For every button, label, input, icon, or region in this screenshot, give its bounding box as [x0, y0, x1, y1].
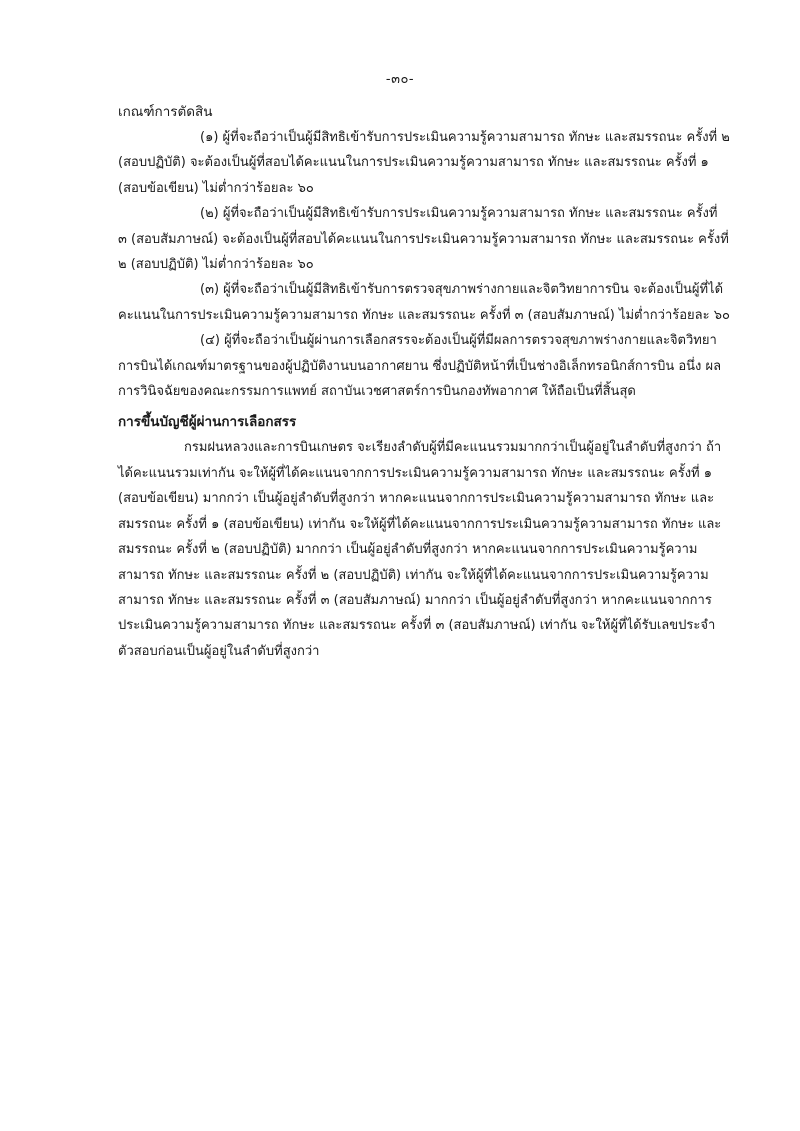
- document-content: [118, 100, 730, 664]
- ranking-body: กรมฝนหลวงและการบินเกษตร จะเรียงลำดับผู้ที่มีคะแนนรวมมากกว่าเป็นผู้อยู่ในลำดับที่สูงกว่า ถ้าได้คะแนนรวมเท่ากัน จะให้ผู้ที่ได้คะแนนจากการประเมินความรู้ความสามารถ ทักษะ และสมรรถนะ ครั้งที่ ๑ (สอบข้อเขียน) มากกว่า เป็นผู้อยู่ลำดับที่สูงกว่า หากคะแนนจากการประเมินความรู้ความสามารถ ทักษะ และสมรรถนะ ครั้งที่ ๑ (สอบข้อเขียน) เท่ากัน จะให้ผู้ที่ได้คะแนนจากการประเมินความรู้ความสามารถ ทักษะ และสมรรถนะ ครั้งที่ ๒ (สอบปฏิบัติ) มากกว่า เป็นผู้อยู่ลำดับที่สูงกว่า หากคะแนนจากการประเมินความรู้ความสามารถ ทักษะ และสมรรถนะ ครั้งที่ ๒ (สอบปฏิบัติ) เท่ากัน จะให้ผู้ที่ได้คะแนนจากการประเมินความรู้ความสามารถ ทักษะ และสมรรถนะ ครั้งที่ ๓ (สอบสัมภาษณ์) มากกว่า เป็นผู้อยู่ลำดับที่สูงกว่า หากคะแนนจากการประเมินความรู้ความสามารถ ทักษะ และสมรรถนะ ครั้งที่ ๓ (สอบสัมภาษณ์) เท่ากัน จะให้ผู้ที่ได้รับเลขประจำตัวสอบก่อนเป็นผู้อยู่ในลำดับที่สูงกว่า: [118, 440, 722, 659]
- criteria-item-2: (๒) ผู้ที่จะถือว่าเป็นผู้มีสิทธิเข้ารับการประเมินความรู้ความสามารถ ทักษะ และสมรรถนะ ครั้งที่ ๓ (สอบสัมภาษณ์) จะต้องเป็นผู้ที่สอบได้คะแนนในการประเมินความรู้ความสามารถ ทักษะ และสมรรถนะ ครั้งที่ ๒ (สอบปฏิบัติ) ไม่ต่ำกว่าร้อยละ ๖๐: [118, 206, 729, 273]
- criteria-item-4: (๔) ผู้ที่จะถือว่าเป็นผู้ผ่านการเลือกสรรจะต้องเป็นผู้ที่มีผลการตรวจสุขภาพร่างกายและจิตวิทยาการบินได้เกณฑ์มาตรฐานของผู้ปฏิบัติงานบนอากาศยาน ซึ่งปฏิบัติหน้าที่เป็นช่างอิเล็กทรอนิกส์การบิน อนึ่ง ผลการวินิจฉัยของคณะกรรมการแพทย์ สถาบันเวชศาสตร์การบินกองทัพอากาศ ให้ถือเป็นที่สิ้นสุด: [118, 333, 722, 400]
- criteria-item-1: (๑) ผู้ที่จะถือว่าเป็นผู้มีสิทธิเข้ารับการประเมินความรู้ความสามารถ ทักษะ และสมรรถนะ ครั้งที่ ๒ (สอบปฏิบัติ) จะต้องเป็นผู้ที่สอบได้คะแนนในการประเมินความรู้ความสามารถ ทักษะ และสมรรถนะ ครั้งที่ ๑ (สอบข้อเขียน) ไม่ต่ำกว่าร้อยละ ๖๐: [118, 130, 730, 196]
- criteria-heading: เกณฑ์การตัดสิน: [118, 104, 213, 120]
- ranking-heading: การขึ้นบัญชีผู้ผ่านการเลือกสรร: [118, 414, 297, 431]
- page-number: -๓๐-: [385, 72, 415, 87]
- criteria-item-3: (๓) ผู้ที่จะถือว่าเป็นผู้มีสิทธิเข้ารับการตรวจสุขภาพร่างกายและจิตวิทยาการบิน จะต้องเป็นผู้ที่ได้คะแนนในการประเมินความรู้ความสามารถ ทักษะ และสมรรถนะ ครั้งที่ ๓ (สอบสัมภาษณ์) ไม่ต่ำกว่าร้อยละ ๖๐: [118, 282, 730, 323]
